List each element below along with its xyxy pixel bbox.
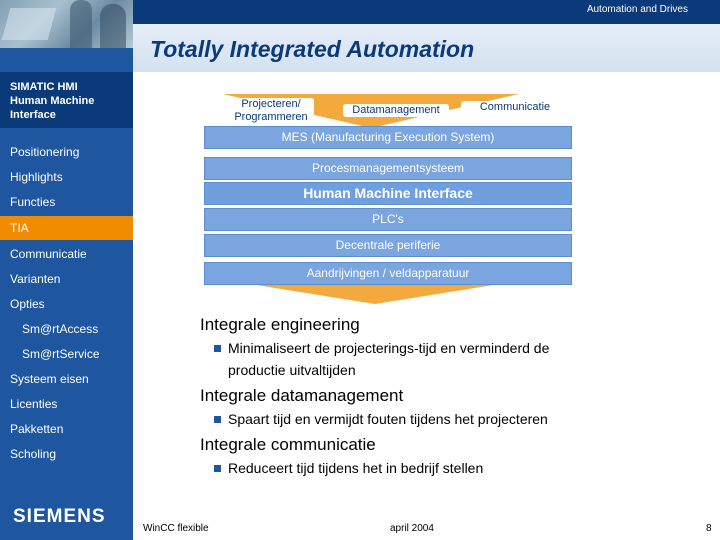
heading-integrale-datamanagement: Integrale datamanagement xyxy=(200,386,404,405)
bullet-square-icon xyxy=(214,465,221,472)
sidebar-item-pakketten[interactable]: Pakketten xyxy=(10,422,64,436)
label-datamanagement: Datamanagement xyxy=(343,104,449,117)
sidebar-item-scholing[interactable]: Scholing xyxy=(10,447,57,461)
label-communicatie: Communicatie xyxy=(461,101,569,114)
sidebar-item-highlights[interactable]: Highlights xyxy=(10,170,63,184)
siemens-logo: SIEMENS xyxy=(13,506,106,527)
page-number: 8 xyxy=(706,523,712,534)
sidebar-item-smartservice[interactable]: Sm@rtService xyxy=(22,347,100,361)
bullet-square-icon xyxy=(214,416,221,423)
sidebar-item-functies[interactable]: Functies xyxy=(10,195,56,209)
layer-aandrijvingen: Aandrijvingen / veldapparatuur xyxy=(204,262,572,285)
layer-decentrale-periferie: Decentrale periferie xyxy=(204,234,572,257)
page-title: Totally Integrated Automation xyxy=(150,36,475,62)
sidebar-item-varianten[interactable]: Varianten xyxy=(10,272,61,286)
sidebar-item-tia[interactable]: TIA xyxy=(10,221,29,235)
label-projecteren: Projecteren/ Programmeren xyxy=(228,98,314,124)
footer-date: april 2004 xyxy=(390,523,434,534)
layer-plc: PLC's xyxy=(204,208,572,231)
sidebar-title-line-3: Interface xyxy=(10,109,56,121)
layer-procesmanagement: Procesmanagementsysteem xyxy=(204,157,572,180)
bullet-text-communicatie: Reduceert tijd tijdens het in bedrijf stellen xyxy=(228,460,484,476)
sidebar-title-line-1: SIMATIC HMI xyxy=(10,81,78,93)
bullet-square-icon xyxy=(214,345,221,352)
sidebar-item-licenties[interactable]: Licenties xyxy=(10,397,58,411)
bullet-text-engineering: Minimaliseert de projecterings-tijd en verminderd de productie uitvaltijden xyxy=(228,340,550,378)
sidebar-title-line-2: Human Machine xyxy=(10,95,95,107)
layer-mes: MES (Manufacturing Execution System) xyxy=(204,126,572,149)
sidebar-item-positionering[interactable]: Positionering xyxy=(10,145,80,159)
bullet-text-datamanagement: Spaart tijd en vermijdt fouten tijdens het projecteren xyxy=(228,411,548,427)
footer-product: WinCC flexible xyxy=(143,523,209,534)
header-photo xyxy=(0,0,133,48)
sidebar-item-systeem-eisen[interactable]: Systeem eisen xyxy=(10,372,89,386)
division-label: Automation and Drives xyxy=(586,4,688,15)
heading-integrale-communicatie: Integrale communicatie xyxy=(200,435,376,454)
sidebar-item-opties[interactable]: Opties xyxy=(10,297,45,311)
sidebar-item-smartaccess[interactable]: Sm@rtAccess xyxy=(22,322,99,336)
layer-hmi: Human Machine Interface xyxy=(204,182,572,205)
heading-integrale-engineering: Integrale engineering xyxy=(200,315,360,334)
sidebar-item-communicatie[interactable]: Communicatie xyxy=(10,247,87,261)
